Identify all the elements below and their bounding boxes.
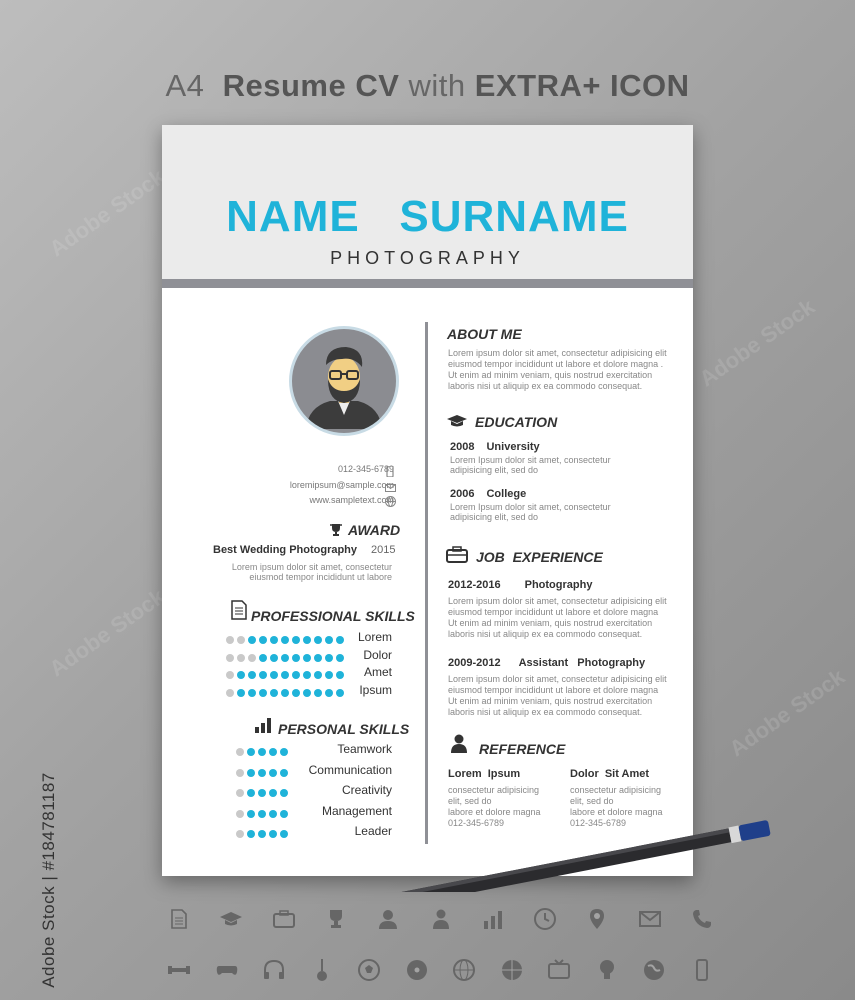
experience-2-line-1: Lorem ipsum dolor sit amet, consectetur adipisicing elit [448, 674, 667, 684]
skill-dot [236, 789, 244, 797]
skill-dot [292, 636, 300, 644]
banner-mid: with [408, 68, 466, 103]
skill-dot [236, 769, 244, 777]
award-text-2: eiusmod tempor incididunt ut labore [249, 572, 392, 582]
skill-dot [247, 810, 255, 818]
trophy-icon [329, 523, 343, 541]
experience-title: JOB EXPERIENCE [476, 549, 603, 565]
skill-dot [226, 671, 234, 679]
skill-dot [247, 769, 255, 777]
skill-dot [336, 689, 344, 697]
education-line-2b: adipisicing elit, sed do [450, 512, 539, 522]
skill-label: Teamwork [337, 742, 392, 756]
skill-dot [281, 636, 289, 644]
skill-label: Dolor [363, 647, 392, 662]
skill-dot [259, 654, 267, 662]
guitar-icon [310, 958, 334, 982]
about-line-2: eiusmod tempor incididunt ut labore et dolore magna . [448, 359, 664, 369]
education-school-1: University [486, 441, 540, 453]
banner-bold-2: EXTRA+ ICON [474, 68, 690, 103]
contact-phone: 012-345-6789 [337, 464, 394, 474]
skill-dot [314, 654, 322, 662]
phone-icon [690, 907, 714, 931]
banner-prefix: A4 [165, 68, 205, 103]
bar-chart-icon [481, 907, 505, 931]
skill-dot [247, 748, 255, 756]
contact-email: loremipsum@sample.com [289, 480, 394, 490]
experience-role-2: Assistant Photography [518, 657, 646, 669]
skill-dot [336, 654, 344, 662]
document-icon [167, 907, 191, 931]
skill-dot [303, 689, 311, 697]
reference-1-line-3: labore et dolore magna [448, 807, 541, 817]
skill-dot [325, 689, 333, 697]
basketball-icon [500, 958, 524, 982]
avatar [289, 326, 399, 436]
award-year: 2015 [371, 544, 396, 556]
skill-dot [258, 769, 266, 777]
music-disc-icon [405, 958, 429, 982]
education-year-2: 2006 [450, 488, 475, 500]
gamepad-icon [215, 958, 239, 982]
experience-period-1: 2012-2016 [448, 579, 501, 591]
dumbbell-icon [167, 958, 191, 982]
reference-name-2: Dolor Sit Amet [570, 768, 650, 780]
soccer-ball-icon [357, 958, 381, 982]
experience-entry-2 [448, 657, 657, 669]
experience-1-line-1: Lorem ipsum dolor sit amet, consectetur adipisicing elit [448, 596, 667, 606]
reference-1-line-1: consectetur adipisicing [448, 785, 540, 795]
banner-title [0, 68, 855, 104]
skill-dot [336, 671, 344, 679]
skill-dot [303, 671, 311, 679]
phone-icon [385, 464, 395, 474]
award-text-1: Lorem ipsum dolor sit amet, consectetur [231, 562, 392, 572]
about-line-1: Lorem ipsum dolor sit amet, consectetur adipisicing elit [448, 348, 667, 358]
skill-dot [269, 830, 277, 838]
education-line-1b: adipisicing elit, sed do [450, 465, 539, 475]
reference-title: REFERENCE [479, 741, 566, 757]
skill-dot [269, 789, 277, 797]
skill-dot [270, 654, 278, 662]
education-line-2a: Lorem Ipsum dolor sit amet, consectetur [450, 502, 611, 512]
education-school-2: College [486, 488, 527, 500]
skill-dot [303, 654, 311, 662]
skill-dot [237, 654, 245, 662]
contact-web: www.sampletext.com [309, 495, 394, 505]
education-line-1a: Lorem Ipsum dolor sit amet, consectetur [450, 455, 611, 465]
globe-icon [385, 494, 395, 504]
about-line-3: Ut enim ad minim veniam, quis nostrud exercitation [448, 370, 653, 380]
experience-1-line-4: laboris nisi ut aliquip ex ea commodo consequat. [448, 629, 643, 639]
skill-dot [269, 769, 277, 777]
personal-skills-title: PERSONAL SKILLS [278, 721, 410, 737]
skill-dot [236, 810, 244, 818]
banner-bold-1: Resume CV [222, 68, 400, 103]
skill-dot [281, 654, 289, 662]
globe-icon [452, 958, 476, 982]
skill-dot [226, 636, 234, 644]
briefcase-icon [272, 907, 296, 931]
reference-1-line-2: elit, sed do [448, 796, 492, 806]
skill-label: Ipsum [359, 682, 392, 697]
watermark: Adobe Stock [44, 583, 170, 682]
skill-dot [247, 789, 255, 797]
skill-dot [292, 654, 300, 662]
reference-2-phone: 012-345-6789 [570, 818, 627, 828]
header-rule [162, 279, 693, 288]
mobile-icon [690, 958, 714, 982]
skill-dot [325, 636, 333, 644]
resume-profession: PHOTOGRAPHY [330, 248, 525, 268]
education-year-1: 2008 [450, 441, 475, 453]
clock-icon [533, 907, 557, 931]
skill-dot [325, 671, 333, 679]
skill-dot [280, 769, 288, 777]
skill-dot [258, 789, 266, 797]
skill-dot [270, 636, 278, 644]
lightbulb-icon [595, 958, 619, 982]
skill-label: Leader [354, 824, 392, 838]
column-divider [425, 322, 428, 844]
skill-dot [247, 830, 255, 838]
skill-dot [236, 748, 244, 756]
headphones-icon [262, 958, 286, 982]
education-entry-2 [450, 488, 538, 500]
watermark: Adobe Stock [44, 163, 170, 262]
skill-dot [292, 671, 300, 679]
skill-dot [281, 689, 289, 697]
reference-name-1: Lorem Ipsum [448, 768, 521, 780]
skill-dot [292, 689, 300, 697]
person-2-icon [429, 907, 453, 931]
person-icon [376, 907, 400, 931]
reference-2-line-2: elit, sed do [570, 796, 614, 806]
skill-label: Amet [363, 665, 392, 679]
skill-label: Management [321, 803, 392, 818]
skill-dot [237, 636, 245, 644]
skill-dot [237, 689, 245, 697]
skill-dot [281, 671, 289, 679]
award-name: Best Wedding Photography [213, 544, 358, 556]
skill-dot [237, 671, 245, 679]
skill-dot [259, 689, 267, 697]
skill-dot [270, 689, 278, 697]
about-line-4: laboris nisi ut aliquip ex ea commodo consequat. [448, 381, 643, 391]
experience-2-line-4: laboris nisi ut aliquip ex ea commodo consequat. [448, 707, 643, 717]
experience-role-1: Photography [524, 579, 593, 591]
trophy-icon [324, 907, 348, 931]
skill-label: Creativity [341, 783, 392, 797]
document-icon [231, 600, 247, 625]
bar-chart-icon [255, 718, 271, 738]
professional-skills-title: PROFESSIONAL SKILLS [251, 608, 415, 624]
briefcase-icon [446, 546, 468, 568]
graduation-cap-icon [219, 907, 243, 931]
location-pin-icon [585, 907, 609, 931]
skill-dot [270, 671, 278, 679]
skill-dot [258, 810, 266, 818]
education-title: EDUCATION [475, 414, 558, 430]
experience-entry-1 [448, 579, 604, 591]
reference-2-line-1: consectetur adipisicing [570, 785, 662, 795]
experience-2-line-2: eiusmod tempor incididunt ut labore et dolore magna [448, 685, 659, 695]
mail-icon [385, 480, 395, 490]
award-title: AWARD [348, 522, 401, 538]
skill-dot [226, 689, 234, 697]
experience-1-line-2: eiusmod tempor incididunt ut labore et dolore magna [448, 607, 659, 617]
stock-id: Adobe Stock | #184781187 [39, 772, 58, 988]
watermark: Adobe Stock [724, 663, 850, 762]
experience-1-line-3: Ut enim ad minim veniam, quis nostrud exercitation [448, 618, 653, 628]
skill-dot [314, 689, 322, 697]
skill-dot [259, 671, 267, 679]
skill-dot [258, 830, 266, 838]
skill-dot [248, 654, 256, 662]
skill-dot [280, 789, 288, 797]
tv-icon [547, 958, 571, 982]
resume-name: NAME SURNAME [226, 192, 629, 241]
reference-1-phone: 012-345-6789 [448, 818, 505, 828]
experience-2-line-3: Ut enim ad minim veniam, quis nostrud exercitation [448, 696, 653, 706]
skill-dot [336, 636, 344, 644]
world-icon [642, 958, 666, 982]
skill-dot [314, 671, 322, 679]
skill-label: Lorem [357, 630, 392, 644]
skill-dot [269, 748, 277, 756]
person-icon [451, 734, 467, 758]
skill-dot [325, 654, 333, 662]
experience-period-2: 2009-2012 [448, 657, 501, 669]
skill-dot [258, 748, 266, 756]
skill-label: Communication [308, 762, 392, 777]
skill-dot [248, 689, 256, 697]
skill-dot [280, 810, 288, 818]
pencil-illustration [330, 812, 780, 892]
reference-2-line-3: labore et dolore magna [570, 807, 663, 817]
resume-paper [162, 125, 693, 876]
skill-dot [303, 636, 311, 644]
mail-icon [638, 907, 662, 931]
about-title: ABOUT ME [447, 326, 522, 342]
skill-dot [259, 636, 267, 644]
skill-dot [280, 748, 288, 756]
education-entry-1 [450, 441, 552, 453]
watermark: Adobe Stock [694, 293, 820, 392]
skill-dot [280, 830, 288, 838]
skill-dot [248, 671, 256, 679]
skill-dot [314, 636, 322, 644]
skill-dot [226, 654, 234, 662]
skill-dot [269, 810, 277, 818]
graduation-cap-icon [446, 414, 468, 433]
skill-dot [248, 636, 256, 644]
skill-dot [236, 830, 244, 838]
